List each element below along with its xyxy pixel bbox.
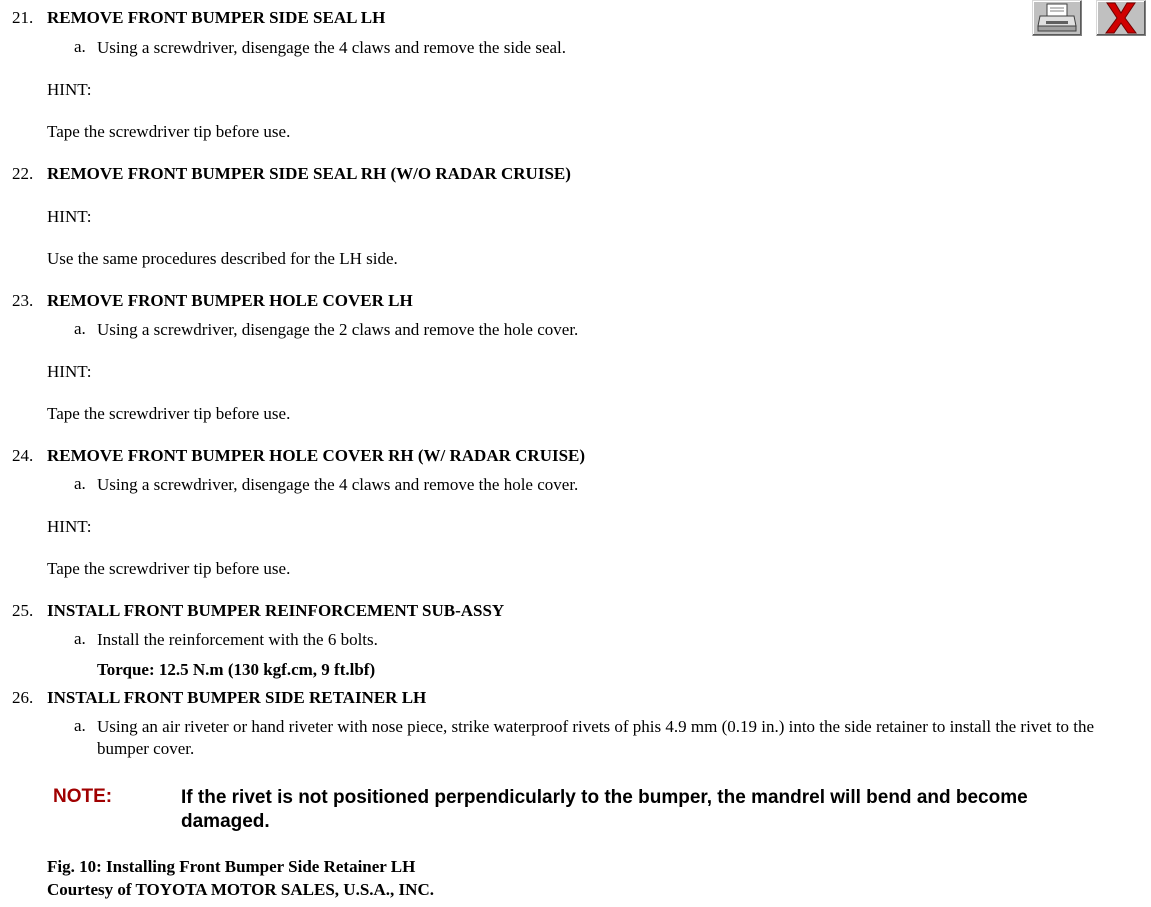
figure-credit: Courtesy of TOYOTA MOTOR SALES, U.S.A., INC. [47, 880, 434, 899]
printer-icon [1035, 2, 1079, 34]
hint-text: Tape the screwdriver tip before use. [47, 122, 291, 141]
note-text: If the rivet is not positioned perpendicularly to the bumper, the mandrel will bend and become damaged. [181, 787, 1028, 832]
step-title: REMOVE FRONT BUMPER SIDE SEAL RH (W/O RADAR CRUISE) [47, 164, 571, 183]
close-button[interactable] [1096, 0, 1146, 36]
step-title: REMOVE FRONT BUMPER HOLE COVER RH (W/ RADAR CRUISE) [47, 446, 586, 465]
hint-text: Tape the screwdriver tip before use. [47, 559, 291, 578]
step-title: REMOVE FRONT BUMPER HOLE COVER LH [47, 291, 413, 310]
step-title: REMOVE FRONT BUMPER SIDE SEAL LH [47, 8, 386, 27]
step-number: 21. [12, 8, 34, 27]
substep-letter: a. [74, 629, 86, 648]
hint-label: HINT: [47, 207, 92, 226]
substep-text: Using a screwdriver, disengage the 4 claws and remove the hole cover. [97, 475, 579, 494]
step-number: 23. [12, 291, 34, 310]
substep-letter: a. [74, 319, 86, 338]
torque-spec: Torque: 12.5 N.m (130 kgf.cm, 9 ft.lbf) [97, 660, 376, 679]
hint-label: HINT: [47, 362, 92, 381]
print-button[interactable] [1032, 0, 1082, 36]
close-x-icon [1101, 2, 1141, 34]
substep-text: Using a screwdriver, disengage the 2 claws and remove the hole cover. [97, 320, 579, 339]
substep-text: Using a screwdriver, disengage the 4 claws and remove the side seal. [97, 38, 567, 57]
step-title: INSTALL FRONT BUMPER SIDE RETAINER LH [47, 688, 427, 707]
substep-text: Install the reinforcement with the 6 bolts. [97, 630, 378, 649]
step-number: 24. [12, 446, 34, 465]
substep-letter: a. [74, 716, 86, 735]
hint-label: HINT: [47, 517, 92, 536]
step-number: 26. [12, 688, 34, 707]
step-number: 22. [12, 164, 34, 183]
hint-text: Use the same procedures described for the LH side. [47, 249, 398, 268]
step-number: 25. [12, 601, 34, 620]
hint-label: HINT: [47, 80, 92, 99]
note-label: NOTE: [53, 786, 113, 807]
toolbar [1032, 0, 1146, 36]
step-title: INSTALL FRONT BUMPER REINFORCEMENT SUB-ASSY [47, 601, 505, 620]
hint-text: Tape the screwdriver tip before use. [47, 404, 291, 423]
substep-text: Using an air riveter or hand riveter with nose piece, strike waterproof rivets of phis 4.9 mm (0.19 in.) into the side retainer to install the rivet to the bumper cover. [97, 717, 1095, 758]
substep-letter: a. [74, 37, 86, 56]
figure-caption: Fig. 10: Installing Front Bumper Side Retainer LH [47, 857, 416, 876]
substep-letter: a. [74, 474, 86, 493]
